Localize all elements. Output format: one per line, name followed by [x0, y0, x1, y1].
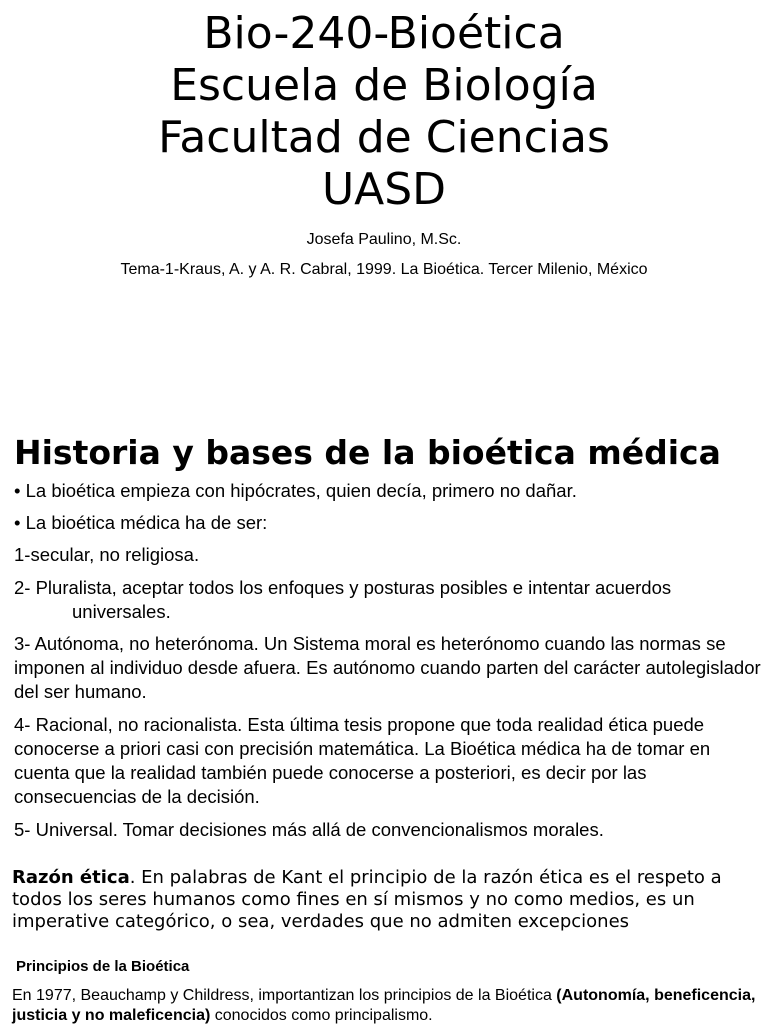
title-line-university: UASD [321, 164, 447, 215]
razon-etica-label: Razón ética [12, 867, 130, 888]
item-pluralista [14, 576, 764, 624]
item-racional: 4- Racional, no racionalista. Esta última tesis propone que toda realidad ética puede conocerse a priori casi con precisión matemática. La Bioética médica ha de tomar en cuenta que la realidad también puede conocerse a posteriori, es decir por las consecuencias de la decisión. [14, 714, 711, 807]
item-pluralista-line2: universales. [72, 601, 171, 622]
slide-title [0, 8, 768, 216]
principios-text-after: conocidos como principalismo. [210, 1007, 433, 1024]
item-secular: 1-secular, no religiosa. [14, 544, 200, 565]
title-line-school: Escuela de Biología [170, 60, 598, 111]
title-line-course: Bio-240-Bioética [203, 8, 565, 59]
principios-text-before: En 1977, Beauchamp y Childress, importantizan los principios de la Bioética [12, 987, 557, 1004]
razon-etica-text: . En palabras de Kant el principio de la razón ética es el respeto a todos los seres humanos como fines en sí mismos y no como medios, es un imperative categórico, o sea, verdades que no admiten excepciones [12, 867, 722, 932]
item-pluralista-line1: 2- Pluralista, aceptar todos los enfoques y posturas posibles e intentar acuerdos [14, 577, 672, 598]
title-line-faculty: Facultad de Ciencias [158, 112, 610, 163]
reference-citation: Tema-1-Kraus, A. y A. R. Cabral, 1999. La Bioética. Tercer Milenio, México [120, 261, 648, 278]
principios-list: (Autonomía, beneficencia, justicia y no maleficencia) [12, 987, 756, 1024]
principios-paragraph [12, 986, 762, 1026]
bullet-hipocrates: • La bioética empieza con hipócrates, quien decía, primero no dañar. [14, 480, 577, 501]
item-autonoma: 3- Autónoma, no heterónoma. Un Sistema moral es heterónomo cuando las normas se imponen al individuo desde afuera. Es autónomo cuando parten del carácter autolegislador del ser humano. [14, 633, 761, 702]
author-name: Josefa Paulino, M.Sc. [306, 231, 462, 248]
item-universal: 5- Universal. Tomar decisiones más allá de convencionalismos morales. [14, 819, 604, 840]
razon-etica-paragraph [12, 867, 762, 933]
section-heading: Historia y bases de la bioética médica [14, 433, 721, 472]
principios-title: Principios de la Bioética [16, 958, 190, 975]
bullet-bioetica-medica: • La bioética médica ha de ser: [14, 512, 268, 533]
